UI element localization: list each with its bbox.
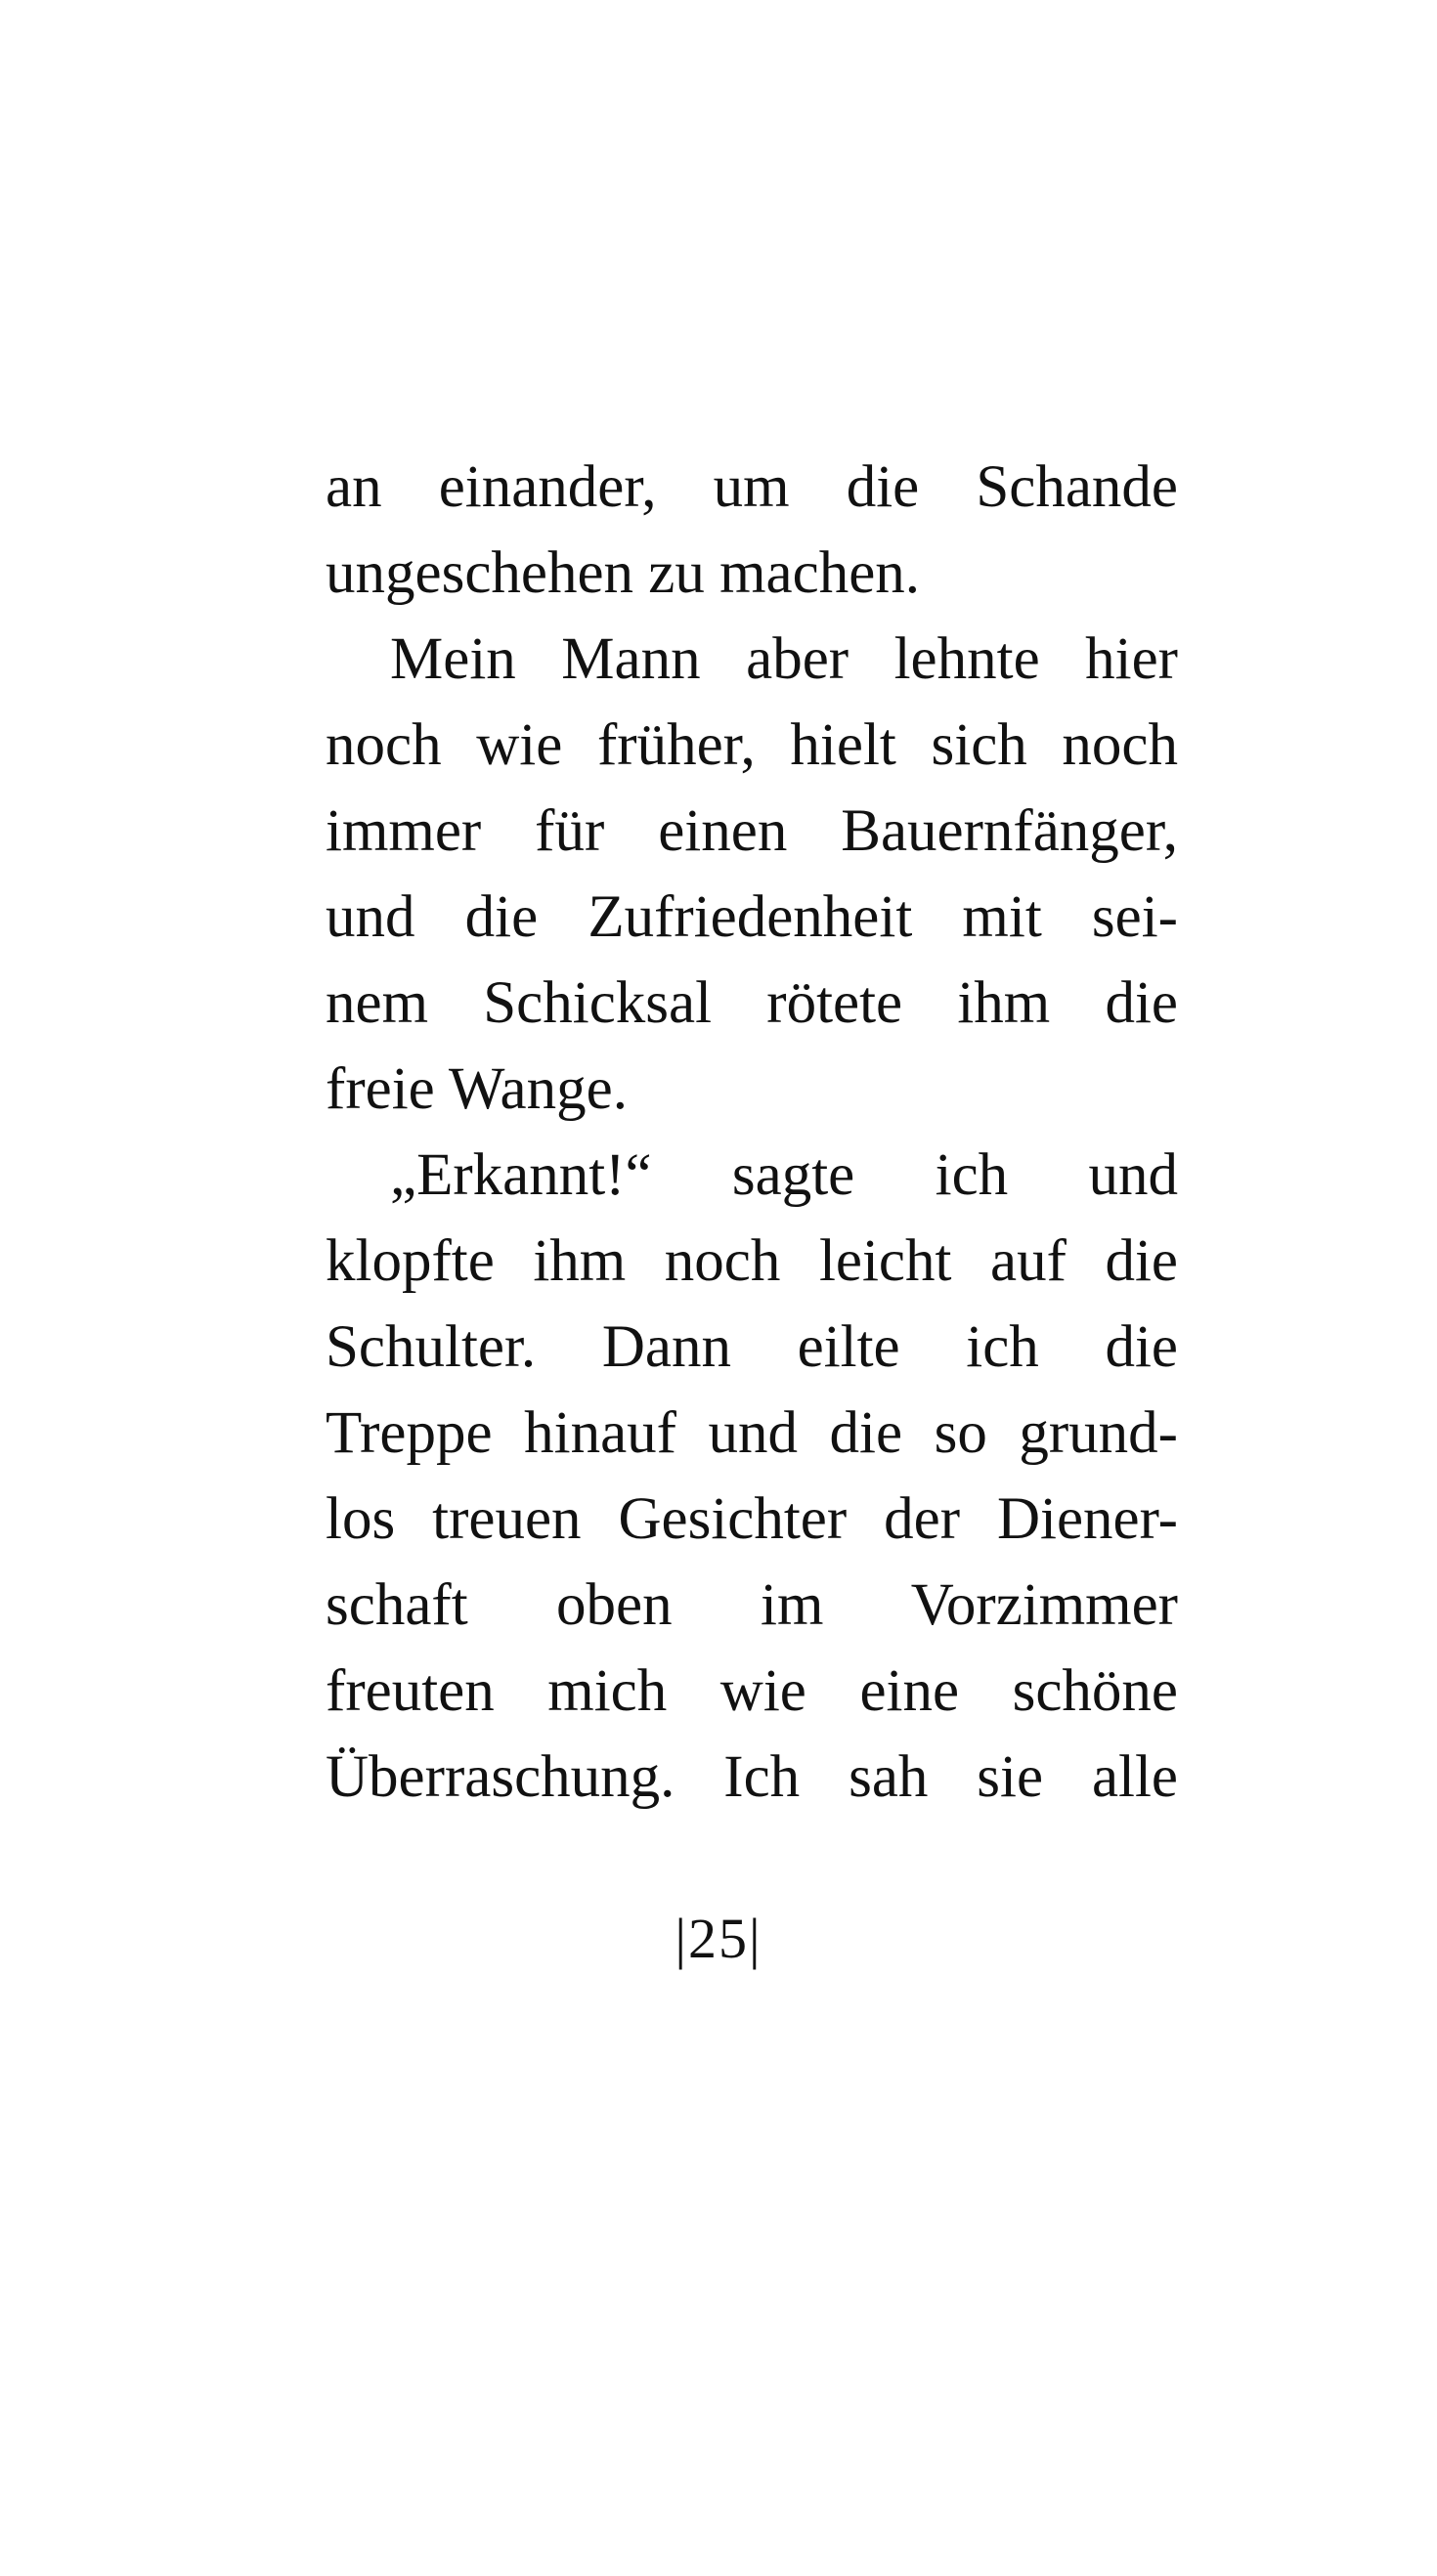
text-line: noch wie früher, hielt sich noch	[326, 712, 1178, 778]
text-line: nem Schicksal rötete ihm die	[326, 970, 1178, 1036]
text-line: an einander, um die Schande	[326, 454, 1178, 520]
paragraph-1	[326, 445, 1178, 617]
text-line: freie Wange.	[326, 1056, 628, 1122]
text-line: Mein Mann aber lehnte hier	[390, 626, 1178, 692]
text-line: Schulter. Dann eilte ich die	[326, 1314, 1178, 1380]
body-text	[326, 445, 1178, 1821]
text-line: ungeschehen zu machen.	[326, 540, 921, 606]
text-line: immer für einen Bauernfänger,	[326, 798, 1178, 864]
text-line: schaft oben im Vorzimmer	[326, 1572, 1178, 1638]
paragraph-2	[326, 617, 1178, 1133]
text-line: Treppe hinauf und die so grund-	[326, 1400, 1178, 1466]
text-line: und die Zufriedenheit mit sei-	[326, 884, 1178, 950]
text-line: los treuen Gesichter der Diener-	[326, 1486, 1178, 1552]
page-number: |25|	[675, 1907, 762, 1970]
text-line: Überraschung. Ich sah sie alle	[326, 1744, 1178, 1810]
text-line: freuten mich wie eine schöne	[326, 1658, 1178, 1724]
text-line: „Erkannt!“ sagte ich und	[390, 1142, 1178, 1208]
text-line: klopfte ihm noch leicht auf die	[326, 1228, 1178, 1294]
paragraph-3	[326, 1133, 1178, 1821]
